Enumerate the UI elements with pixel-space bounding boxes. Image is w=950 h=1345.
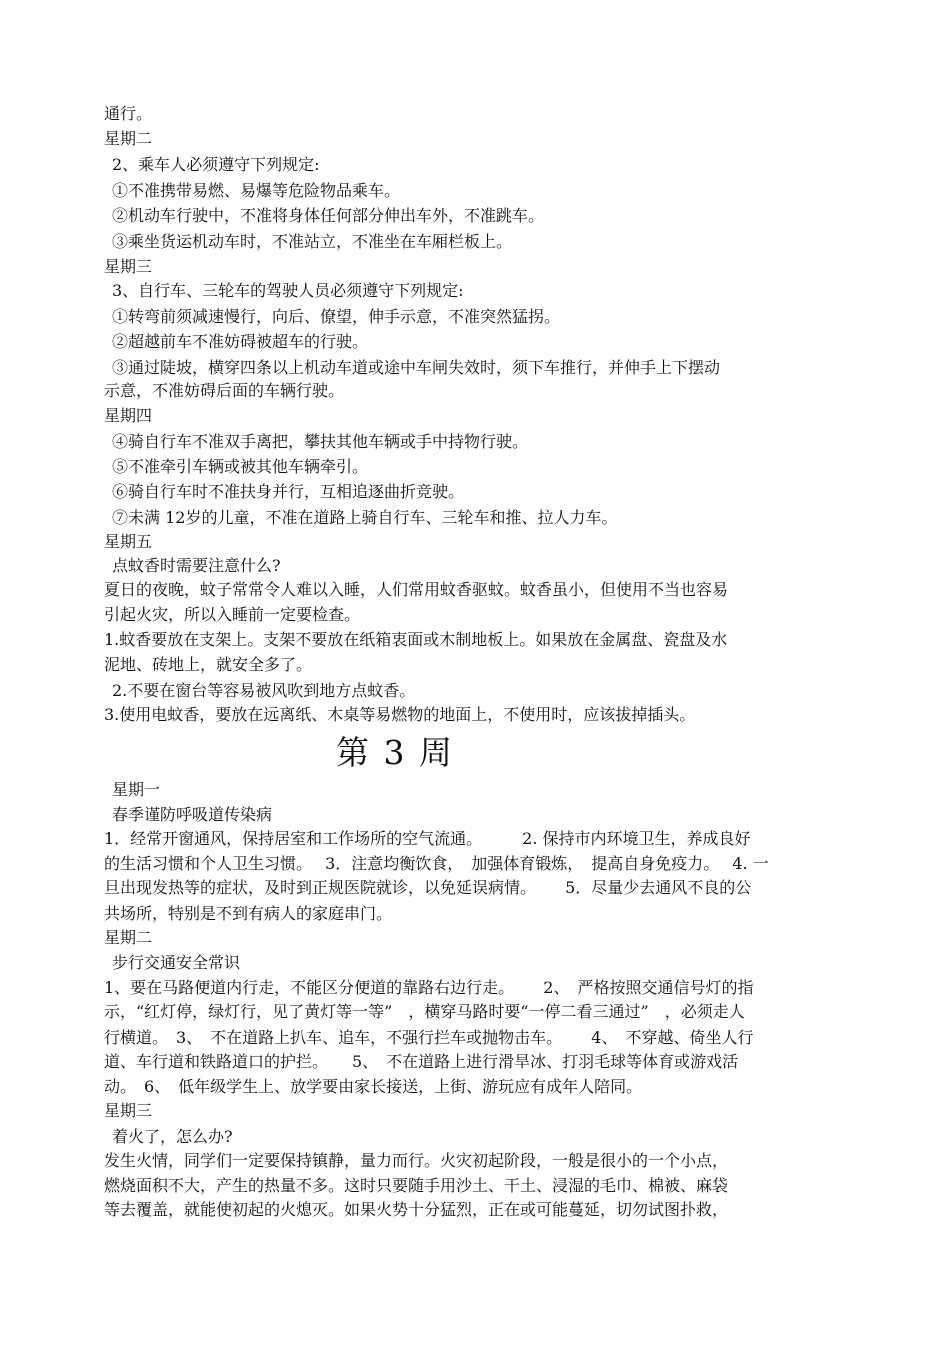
rule-item: ①转弯前须减速慢行，向后、僚望，伸手示意，不准突然猛拐。 bbox=[112, 307, 561, 326]
paragraph-line: 等去覆盖，就能使初起的火熄灭。如果火势十分猛烈，正在或可能蔓延，切勿试图扑救， bbox=[104, 1200, 729, 1219]
week-title: 第 3 周 bbox=[336, 733, 454, 772]
topic-heading: 点蚊香时需要注意什么? bbox=[112, 556, 281, 575]
paragraph-line: 动。 6、 低年级学生上、放学要由家长接送，上街、游玩应有成年人陪同。 bbox=[104, 1077, 643, 1096]
rule-heading: 2、乘车人必须遵守下列规定: bbox=[112, 155, 320, 174]
paragraph-line: 泥地、砖地上，就安全多了。 bbox=[104, 655, 313, 674]
paragraph-line: 燃烧面积不大，产生的热量不多。这时只要随手用沙土、干土、浸湿的毛巾、棉被、麻袋 bbox=[104, 1176, 729, 1195]
paragraph-line: 3.使用电蚊香，要放在远离纸、木桌等易燃物的地面上，不使用时，应该拔掉插头。 bbox=[104, 705, 696, 724]
day-heading: 星期一 bbox=[112, 780, 161, 799]
paragraph-line: 引起火灾，所以入睡前一定要检查。 bbox=[104, 605, 361, 624]
paragraph-line: 夏日的夜晚，蚊子常常令人难以入睡，人们常用蚊香驱蚊。蚊香虽小，但使用不当也容易 bbox=[104, 580, 729, 599]
rule-item: ①不准携带易燃、易爆等危险物品乘车。 bbox=[112, 181, 401, 200]
rule-heading: 3、自行车、三轮车的驾驶人员必须遵守下列规定: bbox=[112, 281, 464, 300]
paragraph-line: 共场所，特别是不到有病人的家庭串门。 bbox=[104, 904, 393, 923]
paragraph-line: 示，“红灯停，绿灯行，见了黄灯等一等” ，横穿马路时要“一停二看三通过” ，必须走人 bbox=[104, 1002, 745, 1021]
day-heading: 星期五 bbox=[104, 532, 153, 551]
rule-item: ②机动车行驶中，不准将身体任何部分伸出车外，不准跳车。 bbox=[112, 206, 545, 225]
rule-item: ⑥骑自行车时不准扶身并行，互相追逐曲折竞驶。 bbox=[112, 482, 465, 501]
text-line: 通行。 bbox=[104, 104, 153, 123]
paragraph-line: 行横道。 3、 不在道路上扒车、追车，不强行拦车或抛物击车。 4、 不穿越、倚坐人行 bbox=[104, 1028, 754, 1047]
rule-item: ③乘坐货运机动车时，不准站立，不准坐在车厢栏板上。 bbox=[112, 232, 513, 251]
rule-item: ⑦未满 12岁的儿童，不准在道路上骑自行车、三轮车和推、拉人力车。 bbox=[112, 508, 618, 527]
day-heading: 星期三 bbox=[104, 1101, 153, 1120]
day-heading: 星期三 bbox=[104, 257, 153, 276]
paragraph-line: 2.不要在窗台等容易被风吹到地方点蚊香。 bbox=[112, 681, 416, 700]
paragraph-line: 发生火情，同学们一定要保持镇静，量力而行。火灾初起阶段，一般是很小的一个小点， bbox=[104, 1151, 729, 1170]
paragraph-line: 1、要在马路便道内行走，不能区分便道的靠路右边行走。 2、 严格按照交通信号灯的指 bbox=[104, 978, 754, 997]
day-heading: 星期二 bbox=[104, 928, 153, 947]
day-heading: 星期二 bbox=[104, 129, 153, 148]
rule-item: ③通过陡坡，横穿四条以上机动车道或途中车闸失效时，须下车推行，并伸手上下摆动 bbox=[112, 358, 721, 377]
paragraph-line: 旦出现发热等的症状，及时到正规医院就诊，以免延误病情。 5．尽量少去通风不良的公 bbox=[104, 878, 752, 897]
paragraph-line: 道、车行道和铁路道口的护拦。 5、 不在道路上进行滑旱冰、打羽毛球等体育或游戏活 bbox=[104, 1052, 739, 1071]
rule-item: ④骑自行车不准双手离把，攀扶其他车辆或手中持物行驶。 bbox=[112, 432, 529, 451]
rule-item: ⑤不准牵引车辆或被其他车辆牵引。 bbox=[112, 457, 369, 476]
topic-heading: 步行交通安全常识 bbox=[112, 953, 241, 972]
topic-heading: 着火了，怎么办? bbox=[112, 1127, 233, 1146]
topic-heading: 春季谨防呼吸道传染病 bbox=[112, 805, 273, 824]
paragraph-line: 1.蚊香要放在支架上。支架不要放在纸箱衷面或木制地板上。如果放在金属盘、瓷盘及水 bbox=[104, 630, 728, 649]
rule-item: ②超越前车不准妨碍被超车的行驶。 bbox=[112, 332, 369, 351]
rule-item-cont: 示意，不准妨碍后面的车辆行驶。 bbox=[104, 381, 345, 400]
paragraph-line: 的生活习惯和个人卫生习惯。 3．注意均衡饮食， 加强体育锻炼， 提高自身免疫力。 4. 一 bbox=[104, 854, 769, 873]
paragraph-line: 1．经常开窗通风，保持居室和工作场所的空气流通。 2. 保持市内环境卫生，养成良好 bbox=[104, 829, 751, 848]
day-heading: 星期四 bbox=[104, 406, 153, 425]
